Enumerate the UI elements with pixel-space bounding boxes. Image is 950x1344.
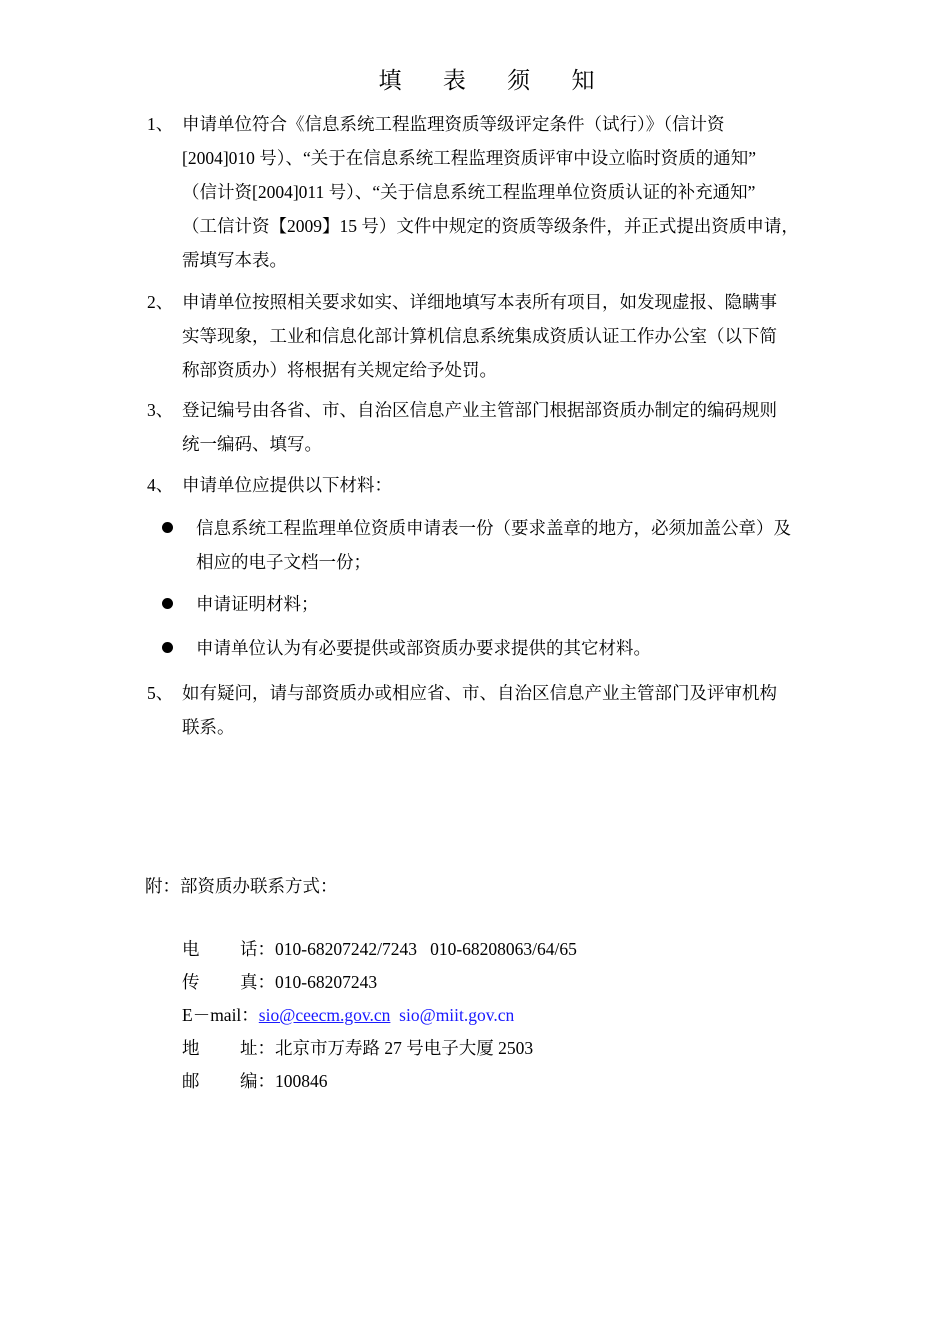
notice-item-1 <box>147 107 862 277</box>
bullet-dot-icon <box>162 598 173 609</box>
address-label-char: 址： <box>240 1038 275 1058</box>
notice-item-5 <box>147 676 862 744</box>
item-line: 称部资质办）将根据有关规定给予处罚。 <box>182 360 497 380</box>
item-text <box>182 393 862 461</box>
bullet-text <box>196 511 791 579</box>
notice-item-2 <box>147 285 862 387</box>
phone-value: 010-68207242/7243 010-68208063/64/65 <box>275 939 577 959</box>
fax-value: 010-68207243 <box>275 972 378 992</box>
item-number: 2、 <box>147 292 174 312</box>
item-line: 申请单位按照相关要求如实、详细地填写本表所有项目，如发现虚报、隐瞒事 <box>182 292 777 312</box>
postcode-label-char: 邮 <box>182 1071 200 1091</box>
item-text <box>182 468 862 502</box>
fax-label-char: 真： <box>240 972 275 992</box>
contact-address <box>182 1035 533 1060</box>
item-line: 统一编码、填写。 <box>182 434 322 454</box>
address-label-char: 地 <box>182 1038 200 1058</box>
email-label: E－mail： <box>182 1005 259 1025</box>
notice-item-4 <box>147 468 862 502</box>
contact-email <box>182 1002 514 1027</box>
item-line: 申请单位应提供以下材料： <box>182 475 392 495</box>
item-line: 需填写本表。 <box>182 250 287 270</box>
address-value: 北京市万寿路 27 号电子大厦 2503 <box>275 1038 534 1058</box>
bullet-line: 信息系统工程监理单位资质申请表一份（要求盖章的地方，必须加盖公章）及 <box>196 518 791 538</box>
bullet-dot-icon <box>162 642 173 653</box>
contact-heading: 附：部资质办联系方式： <box>145 876 338 896</box>
contact-phone <box>182 936 577 961</box>
email-text-miit: sio@miit.gov.cn <box>399 1005 515 1025</box>
item-text <box>182 676 862 744</box>
contact-fax <box>182 969 377 994</box>
item-line: 登记编号由各省、市、自治区信息产业主管部门根据部资质办制定的编码规则 <box>182 400 777 420</box>
item-line: 如有疑问，请与部资质办或相应省、市、自治区信息产业主管部门及评审机构 <box>182 683 777 703</box>
item-number: 5、 <box>147 683 174 703</box>
email-link-ceecm[interactable]: sio@ceecm.gov.cn <box>258 1005 391 1025</box>
item-number: 4、 <box>147 475 174 495</box>
bullet-line: 相应的电子文档一份； <box>196 552 371 572</box>
postcode-value: 100846 <box>275 1071 328 1091</box>
contact-postcode <box>182 1068 328 1093</box>
phone-label-char: 话： <box>240 939 275 959</box>
item-line: 联系。 <box>182 717 235 737</box>
item-line: 实等现象，工业和信息化部计算机信息系统集成资质认证工作办公室（以下简 <box>182 326 777 346</box>
item-text <box>182 107 862 277</box>
item-line: （工信计资【2009】15 号）文件中规定的资质等级条件，并正式提出资质申请， <box>182 216 799 236</box>
item-number: 3、 <box>147 400 174 420</box>
item-number: 1、 <box>147 114 174 134</box>
bullet-line: 申请单位认为有必要提供或部资质办要求提供的其它材料。 <box>196 638 651 658</box>
item-line: [2004]010 号）、“关于在信息系统工程监理资质评审中设立临时资质的通知” <box>182 148 757 168</box>
postcode-label-char: 编： <box>240 1071 275 1091</box>
bullet-text <box>196 631 651 665</box>
phone-label-char: 电 <box>182 939 200 959</box>
page-title: 填 表 须 知 <box>378 68 612 94</box>
bullet-text <box>196 587 319 621</box>
bullet-line: 申请证明材料； <box>196 594 319 614</box>
notice-item-3 <box>147 393 862 461</box>
item-text <box>182 285 862 387</box>
item-line: （信计资[2004]011 号）、“关于信息系统工程监理单位资质认证的补充通知” <box>182 182 756 202</box>
bullet-dot-icon <box>162 522 173 533</box>
item-line: 申请单位符合《信息系统工程监理资质等级评定条件（试行）》（信计资 <box>182 114 725 134</box>
fax-label-char: 传 <box>182 972 200 992</box>
